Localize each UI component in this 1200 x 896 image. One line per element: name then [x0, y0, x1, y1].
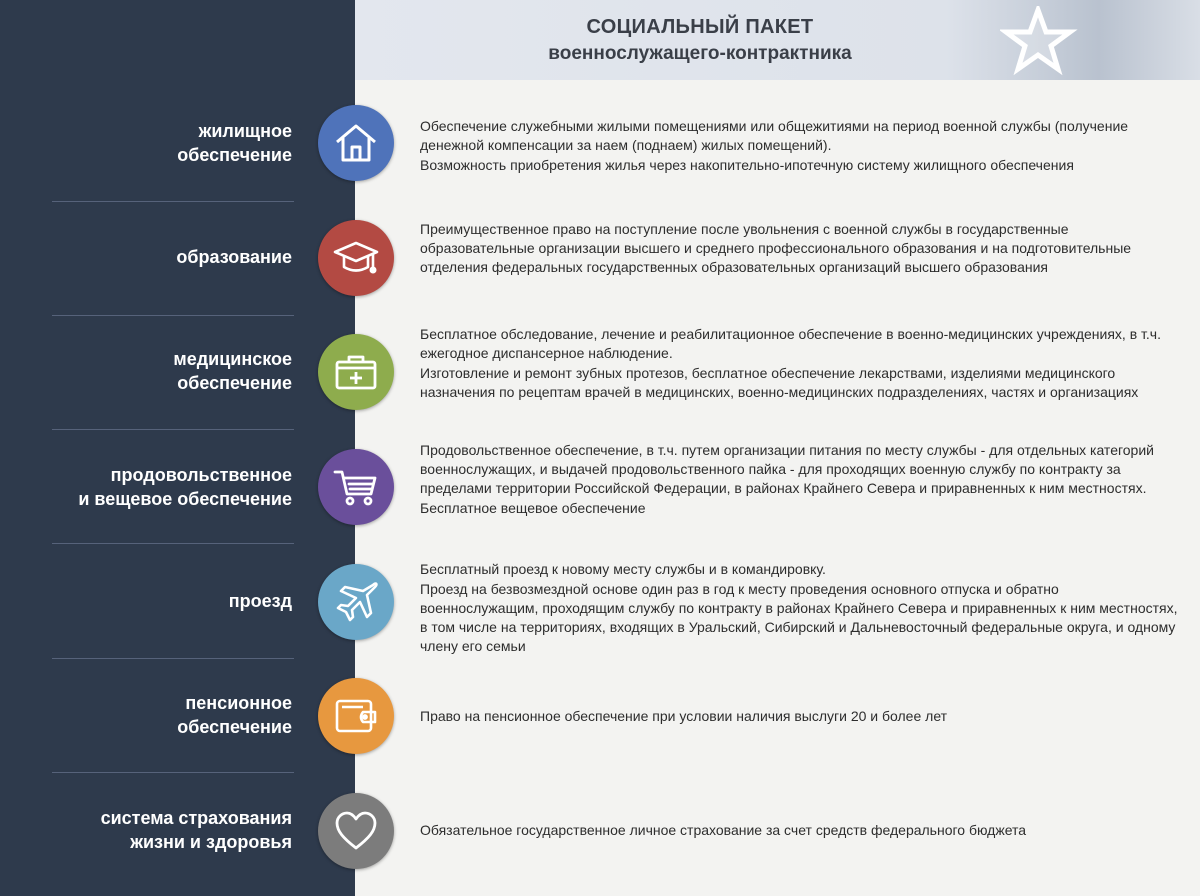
page-subtitle: военнослужащего-контрактника	[548, 43, 852, 64]
category-description: Бесплатный проезд к новому месту службы и в командировку. Проезд на безвозмездной основе один раз в год к месту проведения основного отпуска и обратно военнослужащим, проходящим службу по контракту в районах Крайнего Севера и приравненных к ним местностях, в том числе на территориях, входящих в Уральский, Сибирский и Дальневосточный федеральные округа, и одному члену его семьи	[420, 561, 1178, 654]
graduation-cap-icon	[333, 235, 379, 281]
medical-kit-icon	[333, 349, 379, 395]
category-label: жилищное обеспечение	[177, 121, 292, 165]
page-title: СОЦИАЛЬНЫЙ ПАКЕТ	[586, 16, 814, 38]
section-divider	[52, 315, 294, 316]
category-icon-circle	[318, 793, 394, 869]
category-description: Бесплатное обследование, лечение и реабилитационное обеспечение в военно-медицинских учреждениях, в т.ч. ежегодное диспансерное наблюдение. Изготовление и ремонт зубных протезов, бесплатное обеспечение лекарствами, изделиями медицинского назначения по рецептам врачей в медицинских, военно-медицинских подразделениях, частях и организациях	[420, 326, 1161, 400]
section-divider	[52, 772, 294, 773]
category-label: проезд	[228, 591, 292, 611]
section-divider	[52, 658, 294, 659]
shopping-cart-icon	[333, 464, 379, 510]
category-icon-circle	[318, 564, 394, 640]
section-divider	[52, 429, 294, 430]
army-star-icon	[1000, 6, 1080, 76]
section-divider	[52, 201, 294, 202]
category-description: Право на пенсионное обеспечение при условии наличия выслуги 20 и более лет	[420, 708, 948, 724]
airplane-icon	[333, 579, 379, 625]
wallet-icon	[333, 693, 379, 739]
category-label: образование	[176, 247, 292, 267]
category-label: продовольственное и вещевое обеспечение	[78, 465, 292, 509]
category-icon-circle	[318, 678, 394, 754]
category-label: система страхования жизни и здоровья	[100, 808, 292, 852]
category-icon-circle	[318, 220, 394, 296]
category-label: пенсионное обеспечение	[177, 693, 292, 737]
category-icon-circle	[318, 105, 394, 181]
category-description: Обязательное государственное личное страхование за счет средств федерального бюджета	[420, 822, 1027, 838]
house-icon	[333, 120, 379, 166]
category-icon-circle	[318, 334, 394, 410]
heart-icon	[333, 808, 379, 854]
section-divider	[52, 543, 294, 544]
category-icon-circle	[318, 449, 394, 525]
category-description: Преимущественное право на поступление после увольнения с военной службы в государственные образовательные организации высшего и среднего профессионального образования и на подготовительные отделения федеральных государственных образовательных организаций высшего образования	[420, 221, 1132, 275]
category-label: медицинское обеспечение	[173, 349, 292, 393]
category-description: Продовольственное обеспечение, в т.ч. путем организации питания по месту службы - для отдельных категорий военнослужащих, и выдачей продовольственного пайка - для проходящих военную службу по контракту за пределами территории Российской Федерации, в районах Крайнего Севера и приравненных к ним местностях. Бесплатное вещевое обеспечение	[420, 442, 1154, 516]
category-description: Обеспечение служебными жилыми помещениями или общежитиями на период военной службы (получение денежной компенсации за наем (поднаем) жилых помещений). Возможность приобретения жилья через накопительно-ипотечную систему жилищного обеспечения	[420, 118, 1129, 173]
